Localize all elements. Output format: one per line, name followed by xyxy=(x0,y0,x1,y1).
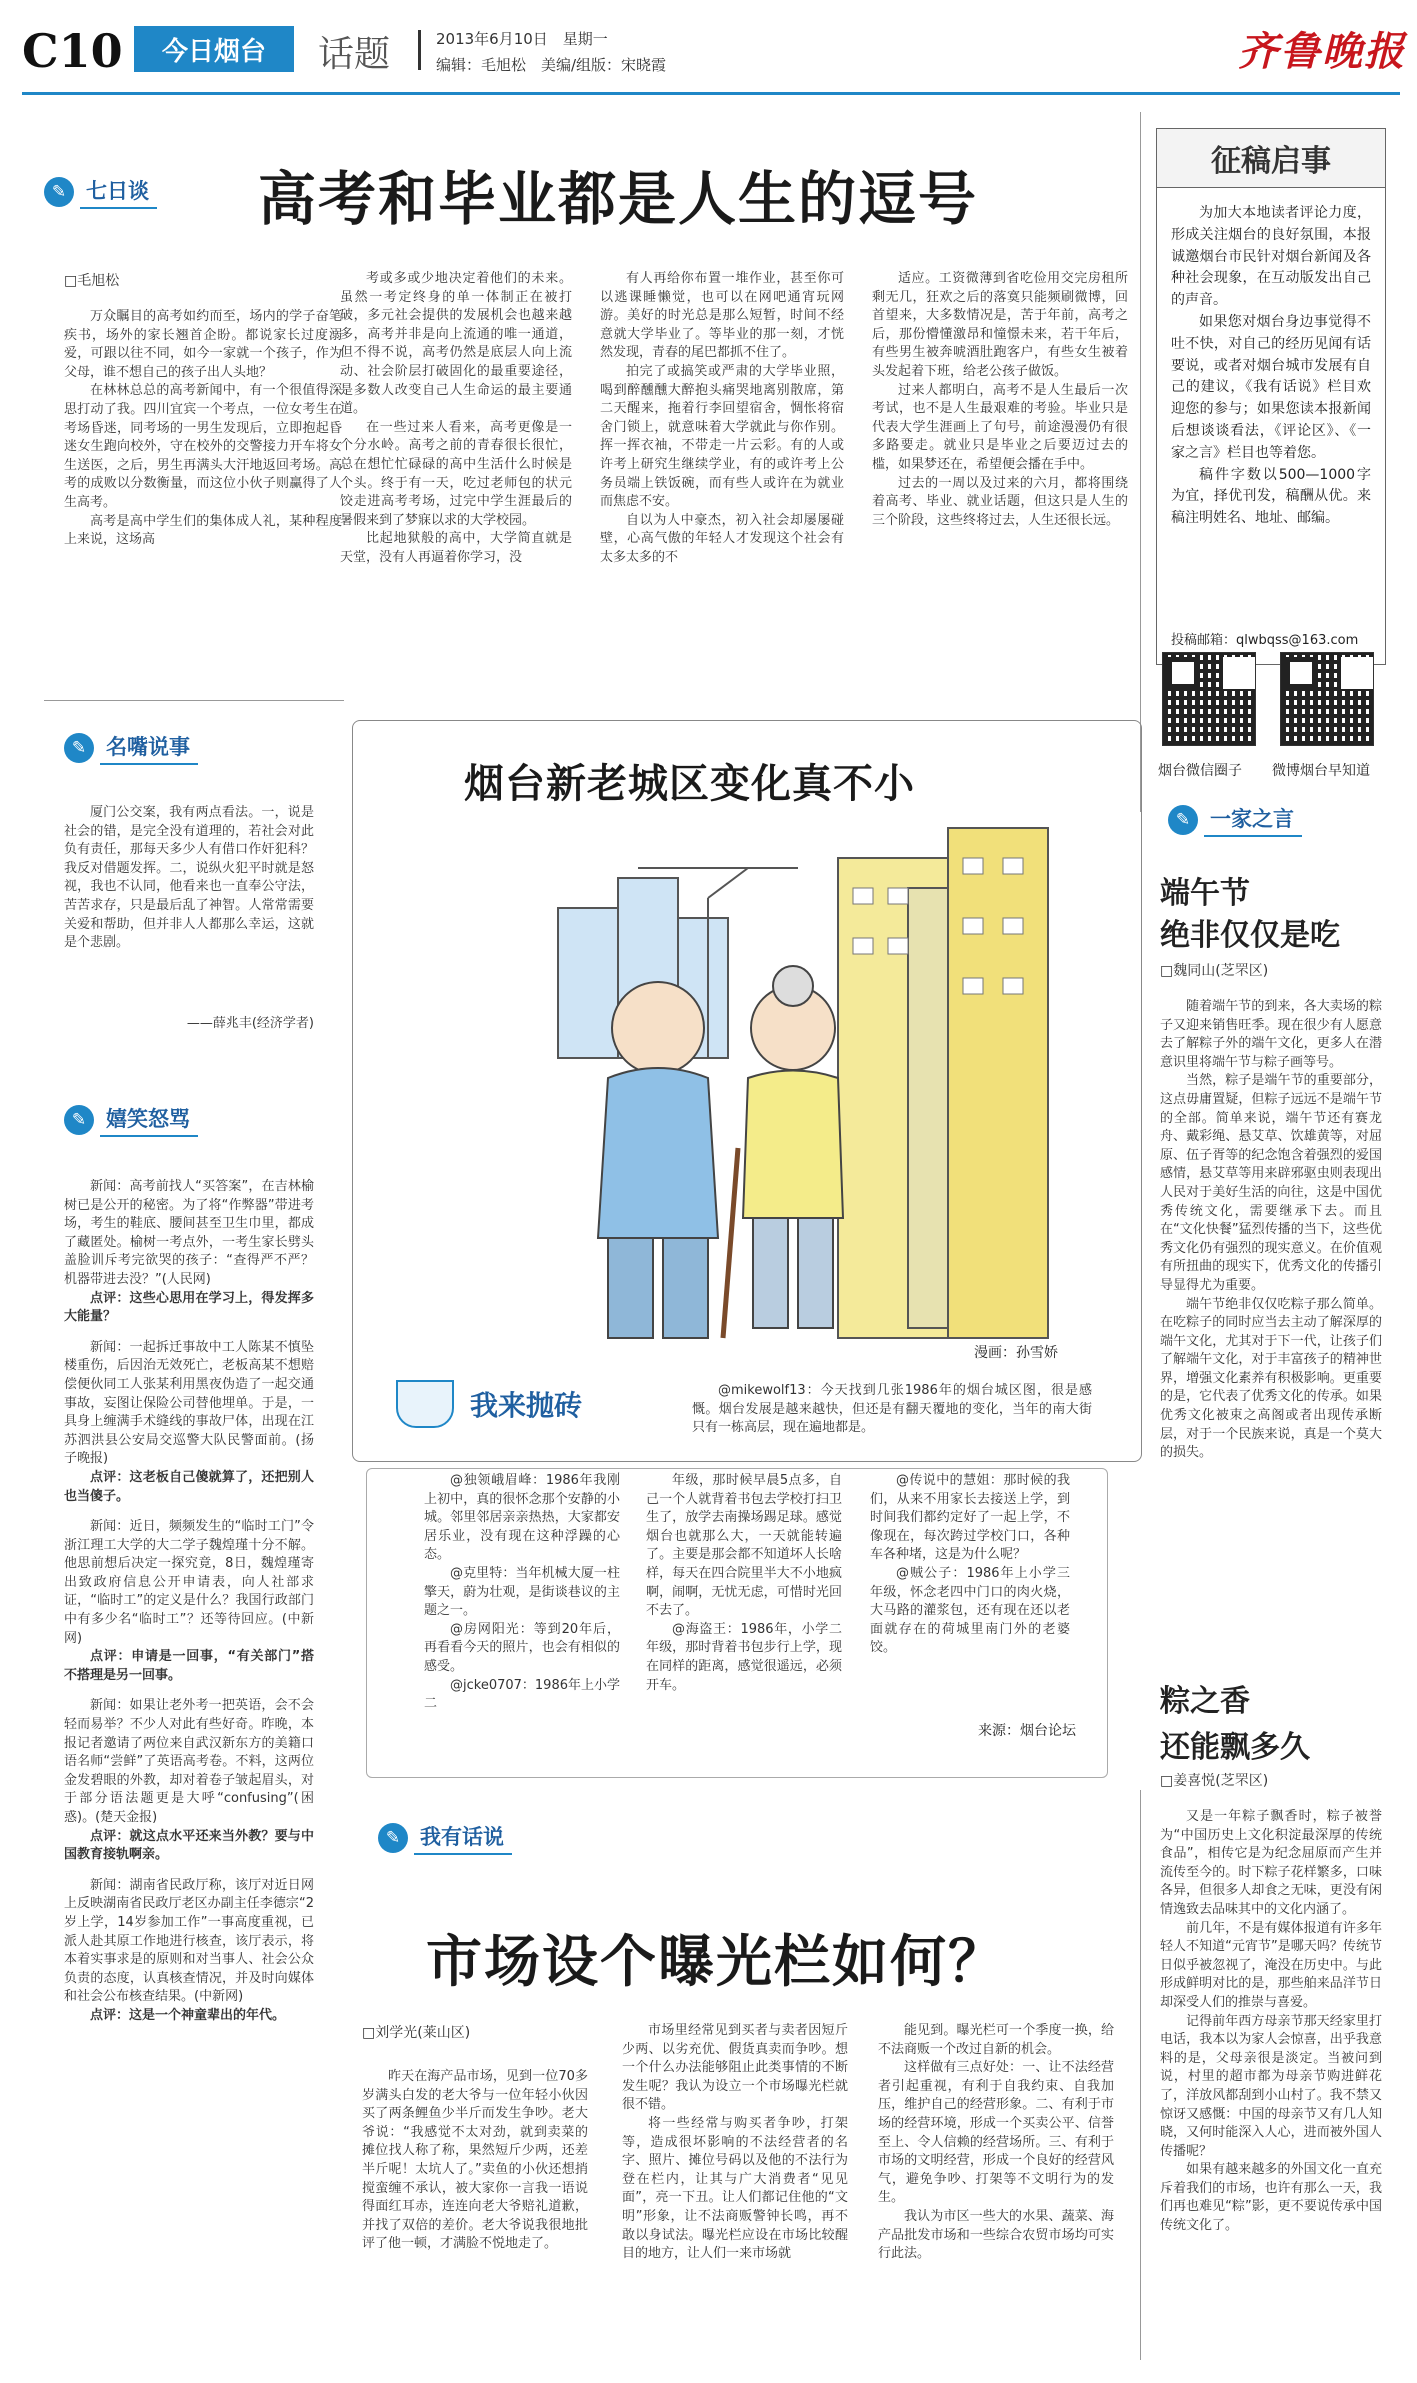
satire-comment: 点评：这是一个神童辈出的年代。 xyxy=(90,2007,286,2023)
paragraph: 端午节绝非仅仅吃粽子那么简单。在吃粽子的同时应当去主动了解深厚的端午文化，尤其对于下一代，让孩子们了解端午文化，对于丰富孩子的精神世界，增强文化素养有积极影响。更重要的是，它代表了优秀文化的传承。如果优秀文化被束之高阁或者出现传承断层，对于一个民族来说，真是一个莫大的损失。 xyxy=(1160,1296,1382,1461)
tag-seven-days xyxy=(44,172,157,212)
satire-news: 新闻：如果让老外考一把英语，会不会轻而易举？不少人对此有些好奇。昨晚，本报记者邀请了两位来自武汉新东方的美籍口语名师“尝鲜”了英语高考卷。不料，这两位金发碧眼的外教，却对着卷子皱起眉头，对于部分语法题更是大呼“confusing”(困惑)。(楚天金报) xyxy=(64,1698,314,1825)
satire-comment: 点评：就这点水平还来当外教？要与中国教育接轨啊亲。 xyxy=(64,1828,314,1863)
paragraph: 过去的一周以及过来的六月，都将围绕着高考、毕业、就业话题，但这只是人生的三个阶段，这些终将过去，人生还很长远。 xyxy=(872,475,1128,528)
paragraph: 万众瞩目的高考如约而至，场内的学子奋笔疾书，场外的家长翘首企盼。都说家长过度溺爱，可跟以往不同，如今一家就一个孩子，作为父母，谁不想自己的孩子出人头地？ xyxy=(64,309,342,380)
paragraph: 能见到。曝光栏可一个季度一换，给不法商贩一个改过自新的机会。 xyxy=(878,2023,1114,2057)
paragraph: 自以为人中豪杰，初入社会却屡屡碰壁，心高气傲的年轻人才发现这个社会有太多太多的不 xyxy=(600,512,844,565)
paragraph: 记得前年西方母亲节那天经家里打电话，我本以为家人会惊喜，出乎我意料的是，父母亲很是淡定。当被问到说，村里的超市都为母亲节购进鲜花了，洋放风都刮到小山村了。我不禁又惊讶又感慨：中国的母亲节又有几人知晓，又何时能深入人心，进而被外国人传播呢？ xyxy=(1160,2013,1382,2159)
opinion-a-byline: □魏同山(芝罘区) xyxy=(1160,963,1269,979)
paragraph: @海盗王：1986年，小学二年级，那时背着书包步行上学，现在同样的距离，感觉很遥远，必须开车。 xyxy=(646,1621,842,1693)
satire-news: 新闻：湖南省民政厅称，该厅对近日网上反映湖南省民政厅老区办副主任李德宗“2岁上学，14岁参加工作”一事高度重视，已派人赴其原工作地进行核查，该厅表示，将本着实事求是的原则和对当事人、社会公众负责的态度，认真核查情况，并及时向媒体和社会公布核查结果。(中新网) xyxy=(64,1877,314,2005)
paragraph: 昨天在海产品市场，见到一位70多岁满头白发的老大爷与一位年轻小伙因买了两条鲤鱼少半斤而发生争吵。老大爷说：“我感觉不太对劲，就到卖菜的摊位找人称了称，果然短斤少两，还差半斤呢！太坑人了。”卖鱼的小伙还想捎搅蛮缠不承认，被大家你一言我一语说得面红耳赤，连连向老大爷赔礼道歉，并找了双倍的差价。老大爷说我很地批评了他一顿，才满脸不悦地走了。 xyxy=(362,2069,588,2252)
lead-column-3 xyxy=(600,270,844,660)
paragraph: @jcke0707：1986年上小学二 xyxy=(424,1677,620,1712)
paragraph: 又是一年粽子飘香时，粽子被誉为“中国历史上文化积淀最深厚的传统食品”，相传它是为纪念屈原而产生并流传至今的。时下粽子花样繁多，口味各异，但很多人却食之无味，更没有闲情逸致去品味其中的文化内涵了。 xyxy=(1160,1809,1382,1917)
pen-icon: ✎ xyxy=(44,177,74,207)
paragraph: 比起地狱般的高中，大学简直就是天堂，没有人再逼着你学习，没 xyxy=(340,531,572,565)
opinion-b-body xyxy=(1160,1808,1382,2354)
pen-icon: ✎ xyxy=(378,1823,408,1853)
tag-label: 嬉笑怒骂 xyxy=(100,1103,198,1137)
lead-column-2 xyxy=(340,270,572,660)
paragraph: 高考是高中学生们的集体成人礼，某种程度上来说，这场高 xyxy=(64,513,342,548)
elderly-man xyxy=(598,982,718,1338)
paragraph: 我认为市区一些大的水果、蔬菜、海产品批发市场和一些综合农贸市场均可实行此法。 xyxy=(878,2208,1114,2262)
column-label: 话题 xyxy=(318,34,391,75)
paragraph: 市场里经常见到买者与卖者因短斤少两、以劣充优、假货真卖而争吵。想一个什么办法能够阻止此类事情的不断发生呢？我认为设立一个市场曝光栏就很不错。 xyxy=(622,2023,848,2113)
paragraph: 当然，粽子是端午节的重要部分，这点毋庸置疑，但粽子远远不是端午节的全部。简单来说，端午节还有赛龙舟、戴彩绳、悬艾草、饮雄黄等，对屈原、伍子胥等的纪念饱含着强烈的爱国感情，悬艾草等用来辟邪驱虫则表现出人民对于美好生活的向往，这是中国优秀传统文化，需要继承下去。而且在“文化快餐”猛烈传播的当下，这些优秀文化仍有强烈的现实意义。在价值观有所扭曲的现实下，优秀文化的传播引导显得尤为重要。 xyxy=(1160,1073,1382,1293)
satire-news: 新闻：近日，频频发生的“临时工门”令浙江理工大学的大二学子魏煌瑾十分不解。他思前想后决定一探究竟，8日，魏煌瑾寄出致政府信息公开申请表，向人社部求证，“临时工”的定义是什么？我国行政部门中有多少名“临时工”？还等待回应。(中新网) xyxy=(64,1519,314,1646)
section-label: 今日烟台 xyxy=(134,26,294,72)
qr-code[interactable] xyxy=(1162,652,1256,746)
pen-icon: ✎ xyxy=(1168,805,1198,835)
opinion-b-title: 粽之香 xyxy=(1160,1684,1250,1719)
paragraph: 如果有越来越多的外国文化一直充斥着我们的市场，也许有那么一天，我们再也难见“粽”影，更不要说传承中国传统文化了。 xyxy=(1160,2162,1382,2234)
market-column-3 xyxy=(878,2022,1114,2358)
call-for-submissions xyxy=(1156,128,1386,665)
section-rule xyxy=(44,700,344,701)
masthead-rule xyxy=(22,92,1400,95)
pen-icon: ✎ xyxy=(64,1105,94,1135)
tag-celebrity xyxy=(64,728,198,768)
paragraph: @mikewolf13：今天找到几张1986年的烟台城区图，很是感慨。烟台发展是越来越快，但还是有翻天覆地的变化，当年的南大街只有一栋高层，现在遍地都是。 xyxy=(692,1383,1092,1436)
lead-byline: □毛旭松 xyxy=(64,273,120,289)
qr-code[interactable] xyxy=(1280,652,1374,746)
paragraph: 厦门公交案，我有两点看法。一，说是社会的错，是完全没有道理的，若社会对此负有责任，那每天多少人有借口作奸犯科？我反对借题发挥。二，说纵火犯平时就是怒视，我也不认同，他看来也一直奉公守法，苦苦求存，只是最后乱了神智。人常常需要关爱和帮助，但并非人人都那么幸运，这就是个悲剧。 xyxy=(64,805,314,951)
feature-headline: 烟台新老城区变化真不小 xyxy=(464,760,915,807)
opinion-a-title: 绝非仅仅是吃 xyxy=(1160,918,1340,953)
tag-label: 一家之言 xyxy=(1204,803,1302,837)
elderly-woman xyxy=(723,966,843,1338)
pen-icon: ✎ xyxy=(64,733,94,763)
opinion-a-title: 端午节 xyxy=(1160,876,1250,911)
paragraph: @贼公子：1986年上小学三年级，怀念老四中门口的肉火烧，大马路的灌浆包，还有现在还以老面就存在的荷城里南门外的老婆饺。 xyxy=(870,1565,1070,1656)
qr-caption: 微博烟台早知道 xyxy=(1272,763,1370,779)
paragraph: 在一些过来人看来，高考更像是一个分水岭。高考之前的青春很长很忙，总在想忙忙碌碌的高中生活什么时候是个头。终于有一天，吃过老师包的状元饺走进高考考场，过完中学生涯最后的暑假来到了梦寐以求的大学校园。 xyxy=(340,419,572,528)
issue-date: 2013年6月10日 星期一 xyxy=(436,30,608,48)
opinion-b-title: 还能飘多久 xyxy=(1160,1730,1310,1765)
market-headline: 市场设个曝光栏如何？ xyxy=(426,1929,1006,1995)
paragraph: @房网阳光：等到20年后，再看看今天的照片，也会有相似的感受。 xyxy=(424,1621,620,1674)
tag-my-say xyxy=(378,1818,512,1858)
lead-headline: 高考和毕业都是人生的逗号 xyxy=(258,165,979,233)
lead-column-4 xyxy=(872,270,1128,660)
feature-frame xyxy=(366,1468,1108,1778)
celebrity-signature: ——薛兆丰(经济学者) xyxy=(186,1016,314,1031)
column-rule xyxy=(1140,112,1141,812)
coffee-cup-icon xyxy=(396,1380,454,1428)
paragraph: 拍完了或搞笑或严肃的大学毕业照，喝到醉醺醺大醉抱头痛哭地离别散席，第二天醒来，拖着行李回望宿舍，惆怅将宿舍门锁上，就意味着大学就此与你作别。挥一挥衣袖，不带走一片云彩。有的人或许考上研究生继续学业，有的或许考上公务员端上铁饭碗，而有些人或许在为就业而焦虑不安。 xyxy=(600,363,844,510)
paragraph: 如果您对烟台身边事觉得不吐不快，对自己的经历见闻有话要说，或者对烟台城市发展有自己的建议，《我有话说》栏目欢迎您的参与；如果您读本报新闻后想谈谈看法，《评论区》、《一家之言》栏目也等着您。 xyxy=(1171,313,1371,461)
paragraph: 为加大本地读者评论力度，形成关注烟台的良好氛围，本报诚邀烟台市民针对烟台新闻及各种社会现象，在互动版发出自己的声音。 xyxy=(1171,205,1371,309)
opinion-b-byline: □姜喜悦(芝罘区) xyxy=(1160,1773,1269,1789)
editor-credit: 编辑：毛旭松 美编/组版：宋晓霞 xyxy=(436,56,667,74)
tag-label: 七日谈 xyxy=(80,175,157,209)
cartoon-credit: 漫画：孙雪娇 xyxy=(974,1345,1058,1361)
lead-column-1 xyxy=(64,308,342,660)
page-number: C10 xyxy=(22,24,123,78)
tag-label: 我有话说 xyxy=(414,1821,512,1855)
qr-caption: 烟台微信圈子 xyxy=(1158,763,1242,779)
badge-label: 我来抛砖 xyxy=(470,1389,583,1422)
notice-body xyxy=(1171,203,1371,593)
tag-opinion xyxy=(1168,800,1302,840)
market-column-2 xyxy=(622,2022,848,2358)
newspaper-logo: 齐鲁晚报 xyxy=(1238,28,1406,75)
notice-title: 征稿启事 xyxy=(1157,129,1385,188)
satire-news: 新闻：一起拆迁事故中工人陈某不慎坠楼重伤，后因治无效死亡，老板高某不想赔偿便伙同工人张某利用黑夜伪造了一起交通事故，妄图让保险公司替他埋单。于是，一具身上缠满手术缝线的事故尸体，出现在江苏泗洪县公安局交巡警大队民警面前。(扬子晚报) xyxy=(64,1339,314,1467)
notice-email[interactable]: 投稿邮箱：qlwbqss@163.com xyxy=(1171,633,1359,648)
masthead xyxy=(0,0,1417,96)
paragraph: @传说中的慧姐：那时候的我们，从来不用家长去接送上学，到时间我们都约定好了一起上学，不像现在，每次跨过学校门口，各种车各种堵，这是为什么呢？ xyxy=(870,1473,1070,1563)
brick-badge xyxy=(396,1376,612,1436)
satire-list xyxy=(64,1178,314,2358)
paragraph: 稿件字数以500—1000字为宜，择优刊发，稿酬从优。来稿注明姓名、地址、邮编。 xyxy=(1171,466,1371,527)
satire-comment: 点评：这老板自己傻就算了，还把别人也当傻子。 xyxy=(64,1469,314,1504)
paragraph: 年级，那时候早晨5点多，自己一个人就背着书包去学校打扫卫生了，放学去南操场踢足球。感觉烟台也就那么大，一天就能转遍了。主要是那会都不知道坏人长啥样，每天在四合院里半大不小地疯啊，闹啊，无忧无虑，可惜时光回不去了。 xyxy=(646,1473,842,1619)
paragraph: 有人再给你布置一堆作业，甚至你可以逃课睡懒觉，也可以在网吧通宵玩网游。美好的时光总是那么短暂，时间不经意就大学毕业了。等毕业的那一刻，才恍然发现，青春的尾巴都抓不住了。 xyxy=(600,271,844,361)
satire-news: 新闻：高考前找人“买答案”，在吉林榆树已是公开的秘密。为了将“作弊器”带进考场，考生的鞋底、腰间甚至卫生巾里，都成了藏匿处。榆树一考点外，一考生家长劈头盖脸训斥考完欲哭的孩子：“查得严不严？机器带进去没？”(人民网) xyxy=(64,1179,314,1287)
satire-comment: 点评：这些心思用在学习上，得发挥多大能量？ xyxy=(64,1290,314,1325)
celebrity-comment xyxy=(64,804,314,1000)
paragraph: 随着端午节的到来，各大卖场的粽子又迎来销售旺季。现在很少有人愿意去了解粽子外的端午文化，更多人在潜意识里将端午节与粽子画等号。 xyxy=(1160,999,1382,1070)
paragraph: 在林林总总的高考新闻中，有一个很值得深思打动了我。四川宜宾一个考点，一位女考生在考场昏迷，同考场的一男生发现后，立即抱起昏迷女生跑向校外，守在校外的交警接力开车将女生送医，之后，男生再满头大汗地返回考场。高考的成败以分数衡量，而这位小伙子则赢得了人生高考。 xyxy=(64,383,342,510)
opinion-a-body xyxy=(1160,998,1382,1638)
satire-comment: 点评：申请是一回事，“有关部门”搭不搭理是另一回事。 xyxy=(64,1649,314,1683)
masthead-divider xyxy=(418,30,421,70)
paragraph: 适应。工资微薄到省吃俭用交完房租所剩无几，狂欢之后的落寞只能频刷微博，回首望来，大多数情况是，苦于年前，高考之后，那份懵懂激昂和憧憬未来，若干年后，有些男生被奔唬酒肚跑客户，有些女生被着头发起着下班，给老公孩子做饭。 xyxy=(872,271,1128,379)
feature-source: 来源：烟台论坛 xyxy=(978,1723,1076,1739)
paragraph: 过来人都明白，高考不是人生最后一次考试，也不是人生最艰难的考验。毕业只是代表大学生涯画上了句号，前途漫漫仍有很多路要走。就业只是毕业之后要迈过去的槛，如果梦还在，希望便会播在手中。 xyxy=(872,382,1128,472)
paragraph: @独领峨眉峰：1986年我刚上初中，真的很怀念那个安静的小城。邻里邻居亲亲热热，大家都安居乐业，没有现在这种浮躁的心态。 xyxy=(424,1473,620,1563)
tag-label: 名嘴说事 xyxy=(100,731,198,765)
tag-satire xyxy=(64,1100,198,1140)
feature-intro xyxy=(692,1382,1092,1462)
paragraph: 前几年，不是有媒体报道有许多年轻人不知道“元宵节”是哪天吗？传统节日似乎被忽视了，淹没在历史中。与此形成鲜明对比的是，那些舶来品洋节日却深受人们的推崇与喜爱。 xyxy=(1160,1920,1382,2010)
market-column-1 xyxy=(362,2068,588,2358)
cartoon-illustration xyxy=(548,818,1068,1358)
paragraph: 考或多或少地决定着他们的未来。虽然一考定终身的单一体制正在被打破，多元社会提供的发展机会也越来越多，高考并非是向上流通的唯一通道，但不得不说，高考仍然是底层人向上流动、社会阶层打破固化的最重要途径，是多数人改变自己人生命运的最主要通道。 xyxy=(340,271,572,417)
paragraph: 将一些经常与购买者争吵，打架等，造成很坏影响的不法经营者的名字、照片、摊位号码以及他的不法行为登在栏内，让其与广大消费者“见见面”，亮一下丑。让人们都记住他的“文明”形象，让不法商贩警钟长鸣，再不敢以身试法。曝光栏应设在市场比较醒目的地方，让人们一来市场就 xyxy=(622,2115,848,2262)
paragraph: @克里特：当年机械大厦一柱擎天，蔚为壮观，是街谈巷议的主题之一。 xyxy=(424,1565,620,1619)
paragraph: 这样做有三点好处：一、让不法经营者引起重视，有利于自我约束、自我加压，维护自己的经营形象。二、有利于市场的经营环境，形成一个买卖公平、信誉至上、令人信赖的经营场所。三、有利于市场的文明经营，形成一个良好的经营风气，避免争吵、打架等不文明行为的发生。 xyxy=(878,2060,1114,2206)
market-byline: □刘学光(莱山区) xyxy=(362,2025,471,2041)
column-rule xyxy=(1140,1790,1141,2360)
